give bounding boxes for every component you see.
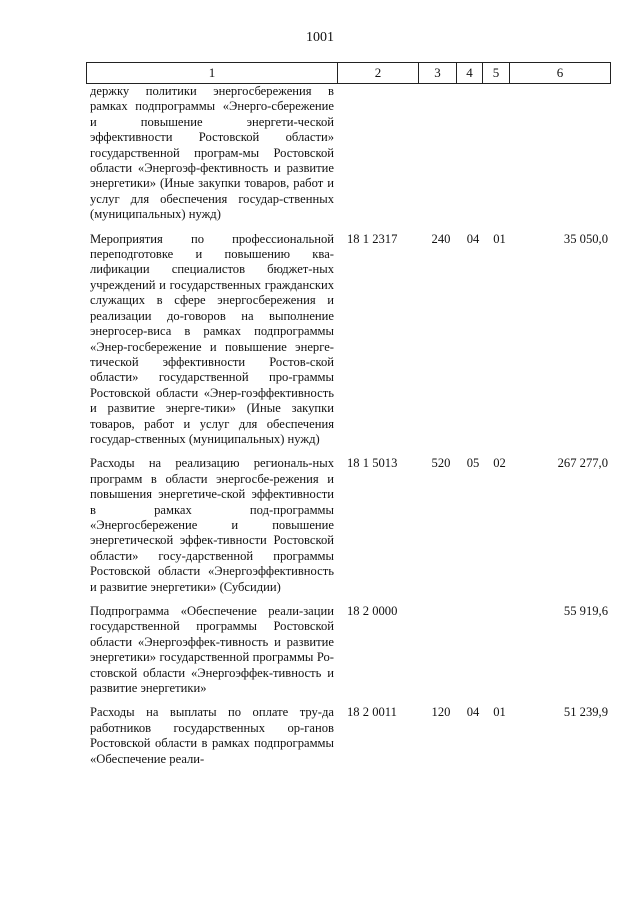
- table-row: [86, 456, 611, 595]
- row-amount: [513, 84, 608, 223]
- row-description: Подпрограмма «Обеспечение реали-зации государственной программы Ростовской области «Энергоэффек-тивность и развитие энергетики» государственной программы Ро-стовской области «Энергоэффек-тивность и развитие энергетики»: [90, 604, 334, 696]
- row-pr: 01: [493, 705, 506, 720]
- row-rz: 04: [466, 705, 480, 720]
- row-code: [341, 84, 422, 223]
- row-rz: 04: [466, 231, 480, 246]
- row-pr: [486, 84, 513, 223]
- row-description: Расходы на реализацию региональ-ных программ в области энергосбе-режения и повышения энергетиче-ской эффективности в рамках под-программы «Энергосбережение и повышение энергетической эффек-тивности Ростовской области» госу-дарственной программы Ростовской области «Энергоэффективность и развитие энергетики» (Субсидии): [90, 456, 334, 594]
- row-code: 18 2 0011: [347, 705, 397, 720]
- header-col-6: 6: [556, 65, 564, 80]
- table-body: [86, 84, 611, 767]
- table-row: [86, 84, 611, 223]
- row-pr: 02: [493, 456, 506, 471]
- row-code: 18 1 5013: [347, 456, 398, 471]
- row-code: 18 2 0000: [347, 604, 398, 618]
- header-col-3: 3: [419, 63, 457, 83]
- row-vr: [422, 84, 460, 223]
- row-code: 18 1 2317: [347, 231, 398, 246]
- row-vr: 120: [431, 705, 451, 720]
- row-vr: 240: [431, 231, 451, 246]
- row-vr: 520: [431, 456, 451, 471]
- row-description: держку политики энергосбережения в рамках подпрограммы «Энерго-сбережение и повышение энергети-ческой эффективности Ростовской области» государственной програм-мы Ростовской области «Энергоэф-фективность и развитие энергетики» (Иные закупки товаров, работ и услуг для обеспечения государ-ственных (муниципальных) нужд): [90, 84, 334, 222]
- header-col-5: 5: [483, 63, 510, 83]
- row-pr: [486, 604, 513, 696]
- row-vr: [422, 604, 460, 696]
- header-col-1: 1: [87, 63, 338, 83]
- table-header: [86, 62, 611, 84]
- table-row: [86, 232, 611, 448]
- row-description: Мероприятия по профессиональной переподготовке и повышению ква-лификации специалистов бюджет-ных учреждений и государственных гражданских служащих в сфере энергосбережения и реализации до-говоров на выполнение энергосер-виса в рамках подпрограммы «Энер-госбережение и повышение энерге-тической эффективности Ростов-ской области» государственной про-граммы Ростовской области «Энер-гоэффективность и развитие энерге-тики» (Иные закупки товаров, работ и услуг для обеспечения государ-ственных (муниципальных) нужд): [90, 231, 334, 446]
- row-amount: 35 050,0: [563, 231, 608, 246]
- row-rz: 05: [466, 456, 480, 471]
- row-amount: 267 277,0: [557, 456, 608, 471]
- row-amount: 51 239,9: [563, 705, 608, 720]
- row-amount: 55 919,6: [563, 604, 608, 618]
- row-pr: 01: [493, 231, 506, 246]
- row-description: Расходы на выплаты по оплате тру-да работников государственных ор-ганов Ростовской области в рамках подпрограммы «Обеспечение реали-: [90, 705, 334, 766]
- header-col-4: 4: [457, 63, 483, 83]
- table-row: [86, 705, 611, 767]
- table-row: [86, 604, 611, 696]
- page-number: 1001: [306, 30, 334, 45]
- row-rz: [460, 604, 486, 696]
- header-col-2: 2: [338, 63, 419, 83]
- row-rz: [460, 84, 486, 223]
